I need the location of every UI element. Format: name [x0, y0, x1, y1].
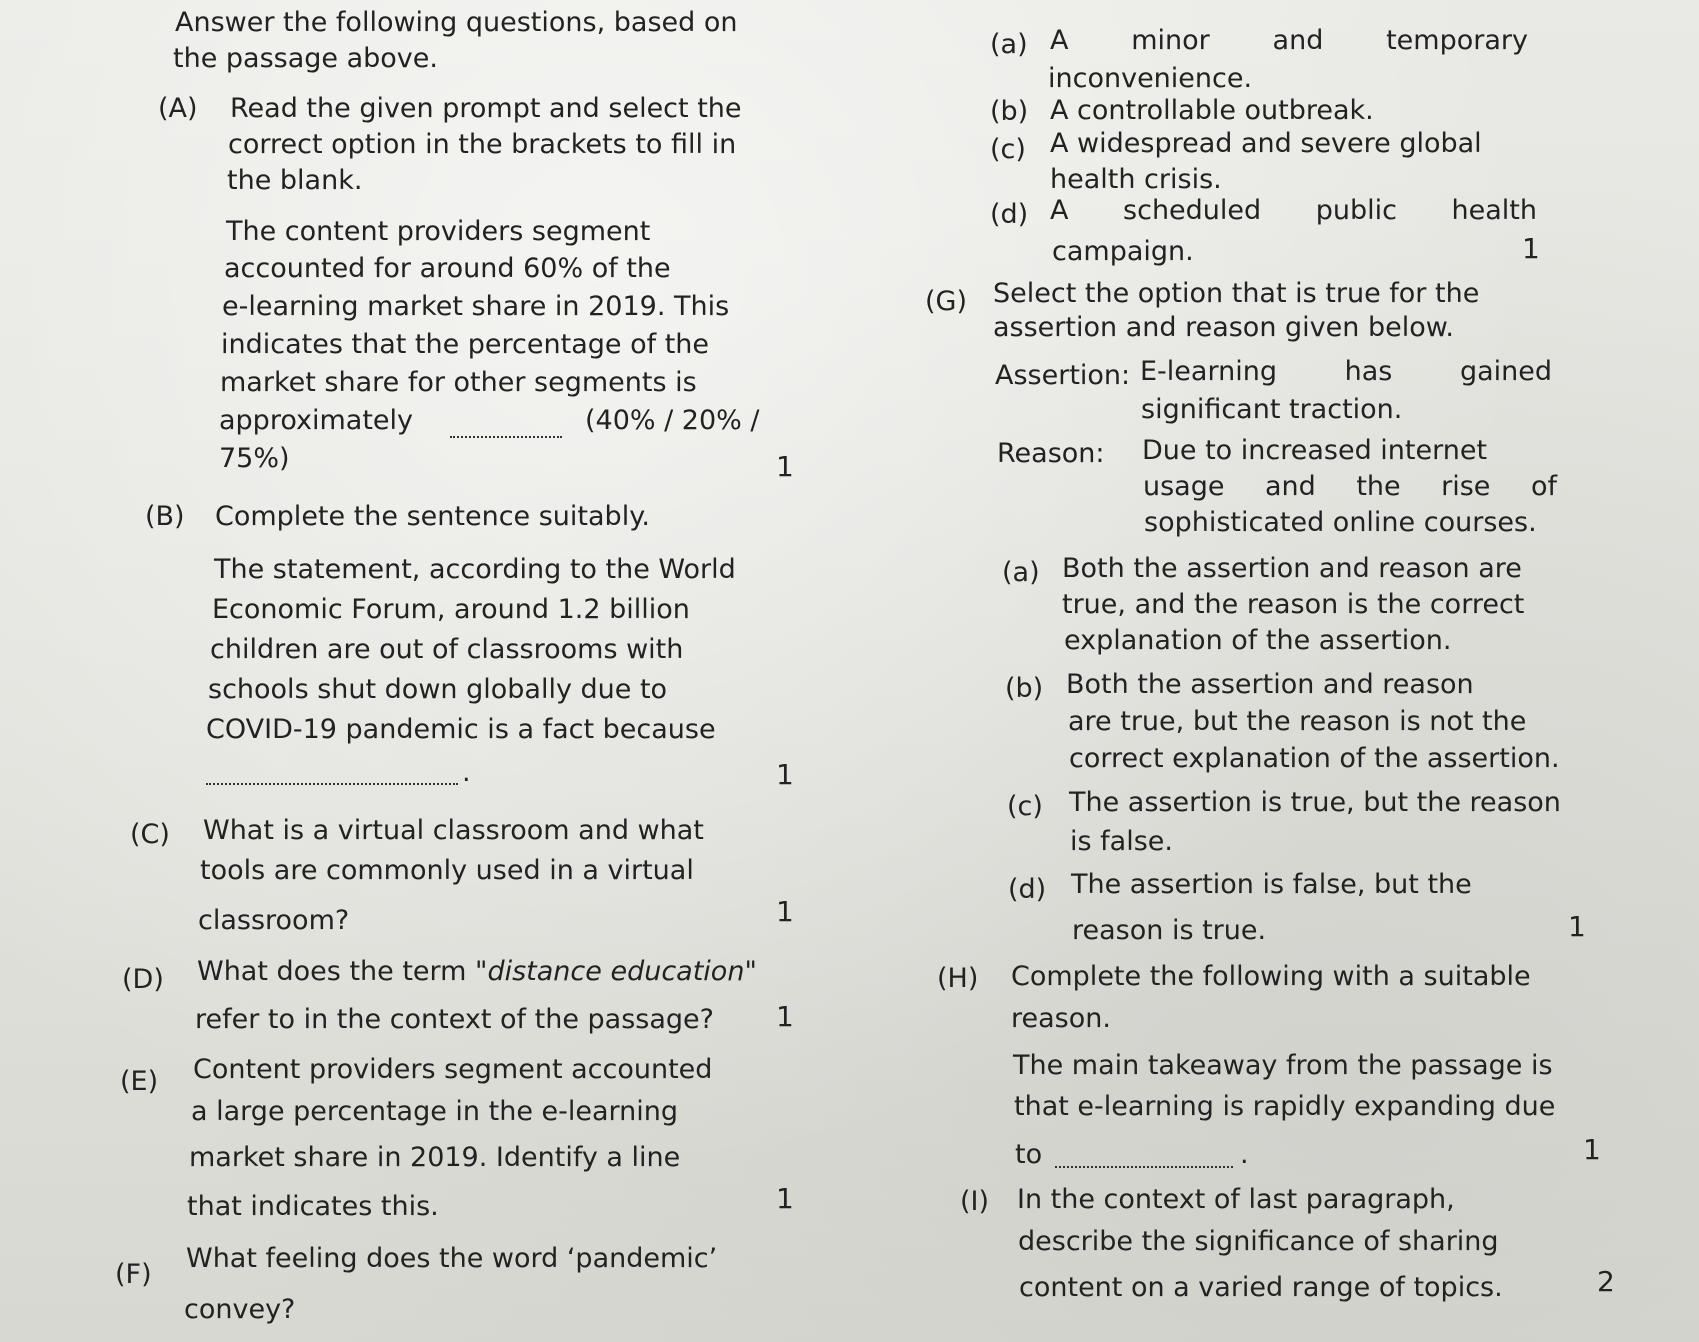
option-label: (d): [1008, 874, 1047, 905]
option-text: A minor and temporary: [1050, 25, 1528, 56]
option-text: explanation of the assertion.: [1064, 625, 1452, 656]
option-label: (a): [1002, 557, 1040, 588]
reason-text: sophisticated online courses.: [1144, 507, 1537, 538]
option-label: (c): [990, 134, 1026, 165]
blank-line: [1055, 1166, 1233, 1168]
question-f-line: convey?: [184, 1294, 296, 1325]
question-label-h: (H): [937, 963, 979, 994]
marks-b: 1: [776, 758, 794, 791]
question-label-i: (I): [960, 1186, 990, 1217]
option-text: A widespread and severe global: [1050, 128, 1482, 159]
question-a-passage: The content providers segment: [226, 216, 651, 247]
question-label-c: (C): [130, 819, 170, 850]
intro-line: the passage above.: [173, 43, 438, 74]
question-a-approximately: approximately: [219, 405, 414, 436]
question-g-prompt: Select the option that is true for the: [993, 278, 1480, 309]
question-label-b: (B): [145, 501, 185, 532]
question-d-line: What does the term "distance education": [197, 956, 757, 987]
question-label-d: (D): [122, 964, 164, 995]
question-a-passage: indicates that the percentage of the: [221, 329, 710, 360]
question-h-to: to: [1015, 1139, 1043, 1170]
question-i-line: content on a varied range of topics.: [1019, 1272, 1503, 1303]
question-label-f: (F): [115, 1259, 152, 1290]
assertion-text: E-learning has gained: [1140, 356, 1552, 387]
assertion-text: significant traction.: [1141, 394, 1403, 425]
option-text: is false.: [1070, 826, 1173, 857]
option-label: (d): [990, 199, 1029, 230]
option-text: campaign.: [1052, 236, 1194, 267]
marks-a: 1: [776, 450, 794, 483]
option-label: (a): [990, 29, 1028, 60]
question-b-prompt: Complete the sentence suitably.: [215, 501, 650, 532]
question-label-e: (E): [120, 1066, 159, 1097]
question-b-line: children are out of classrooms with: [210, 634, 684, 665]
reason-text: usage and the rise of: [1143, 471, 1557, 502]
question-a-passage: accounted for around 60% of the: [224, 253, 671, 284]
marks-g: 1: [1568, 910, 1586, 943]
assertion-label: Assertion:: [995, 360, 1131, 391]
question-g-prompt: assertion and reason given below.: [993, 312, 1454, 343]
marks-h: 1: [1583, 1133, 1601, 1166]
question-h-prompt: Complete the following with a suitable: [1011, 961, 1531, 992]
option-text: The assertion is true, but the reason: [1069, 787, 1561, 818]
intro-line: Answer the following questions, based on: [175, 7, 738, 38]
question-i-line: In the context of last paragraph,: [1017, 1184, 1455, 1215]
question-a-options: (40% / 20% /: [585, 405, 760, 436]
option-text: are true, but the reason is not the: [1068, 706, 1527, 737]
marks-d: 1: [776, 1000, 794, 1033]
question-e-line: Content providers segment accounted: [193, 1054, 713, 1085]
question-a-options-end: 75%): [219, 443, 290, 474]
option-label: (c): [1007, 791, 1043, 822]
question-h-prompt: reason.: [1011, 1003, 1111, 1034]
question-b-line: Economic Forum, around 1.2 billion: [212, 594, 690, 625]
question-i-line: describe the significance of sharing: [1018, 1226, 1499, 1257]
question-a-prompt: correct option in the brackets to fill in: [228, 129, 737, 160]
question-e-line: market share in 2019. Identify a line: [189, 1142, 681, 1173]
option-text: A controllable outbreak.: [1050, 95, 1374, 126]
question-e-line: a large percentage in the e-learning: [191, 1096, 679, 1127]
option-text: The assertion is false, but the: [1071, 869, 1472, 900]
question-a-prompt: Read the given prompt and select the: [230, 93, 742, 124]
option-label: (b): [990, 96, 1029, 127]
question-a-passage: e-learning market share in 2019. This: [222, 291, 730, 322]
question-b-end: .: [462, 757, 471, 788]
reason-text: Due to increased internet: [1142, 435, 1488, 466]
option-text: Both the assertion and reason: [1066, 669, 1474, 700]
marks-f: 1: [1522, 232, 1540, 265]
option-text: true, and the reason is the correct: [1062, 589, 1525, 620]
option-text: inconvenience.: [1048, 63, 1253, 94]
option-label: (b): [1005, 673, 1044, 704]
question-a-passage: market share for other segments is: [220, 367, 697, 398]
question-label-a: (A): [158, 93, 198, 124]
reason-label: Reason:: [997, 438, 1105, 469]
question-b-line: schools shut down globally due to: [208, 674, 668, 705]
question-label-g: (G): [925, 286, 967, 317]
option-text: health crisis.: [1050, 164, 1222, 195]
marks-e: 1: [776, 1182, 794, 1215]
question-c-line: What is a virtual classroom and what: [203, 815, 704, 846]
marks-i: 2: [1597, 1265, 1615, 1298]
option-text: reason is true.: [1072, 915, 1267, 946]
question-e-line: that indicates this.: [187, 1191, 439, 1222]
question-c-line: tools are commonly used in a virtual: [200, 855, 694, 886]
question-a-prompt: the blank.: [227, 165, 363, 196]
question-h-line: The main takeaway from the passage is: [1013, 1050, 1553, 1081]
question-f-line: What feeling does the word ‘pandemic’: [186, 1243, 718, 1274]
question-b-line: The statement, according to the World: [214, 554, 736, 585]
option-text: correct explanation of the assertion.: [1069, 743, 1560, 774]
question-d-line: refer to in the context of the passage?: [195, 1004, 714, 1035]
option-text: A scheduled public health: [1050, 195, 1537, 226]
marks-c: 1: [776, 895, 794, 928]
question-c-line: classroom?: [198, 905, 350, 936]
question-h-end: .: [1240, 1139, 1249, 1170]
question-h-line: that e-learning is rapidly expanding due: [1014, 1091, 1556, 1122]
option-text: Both the assertion and reason are: [1062, 553, 1522, 584]
question-b-line: COVID-19 pandemic is a fact because: [206, 714, 716, 745]
